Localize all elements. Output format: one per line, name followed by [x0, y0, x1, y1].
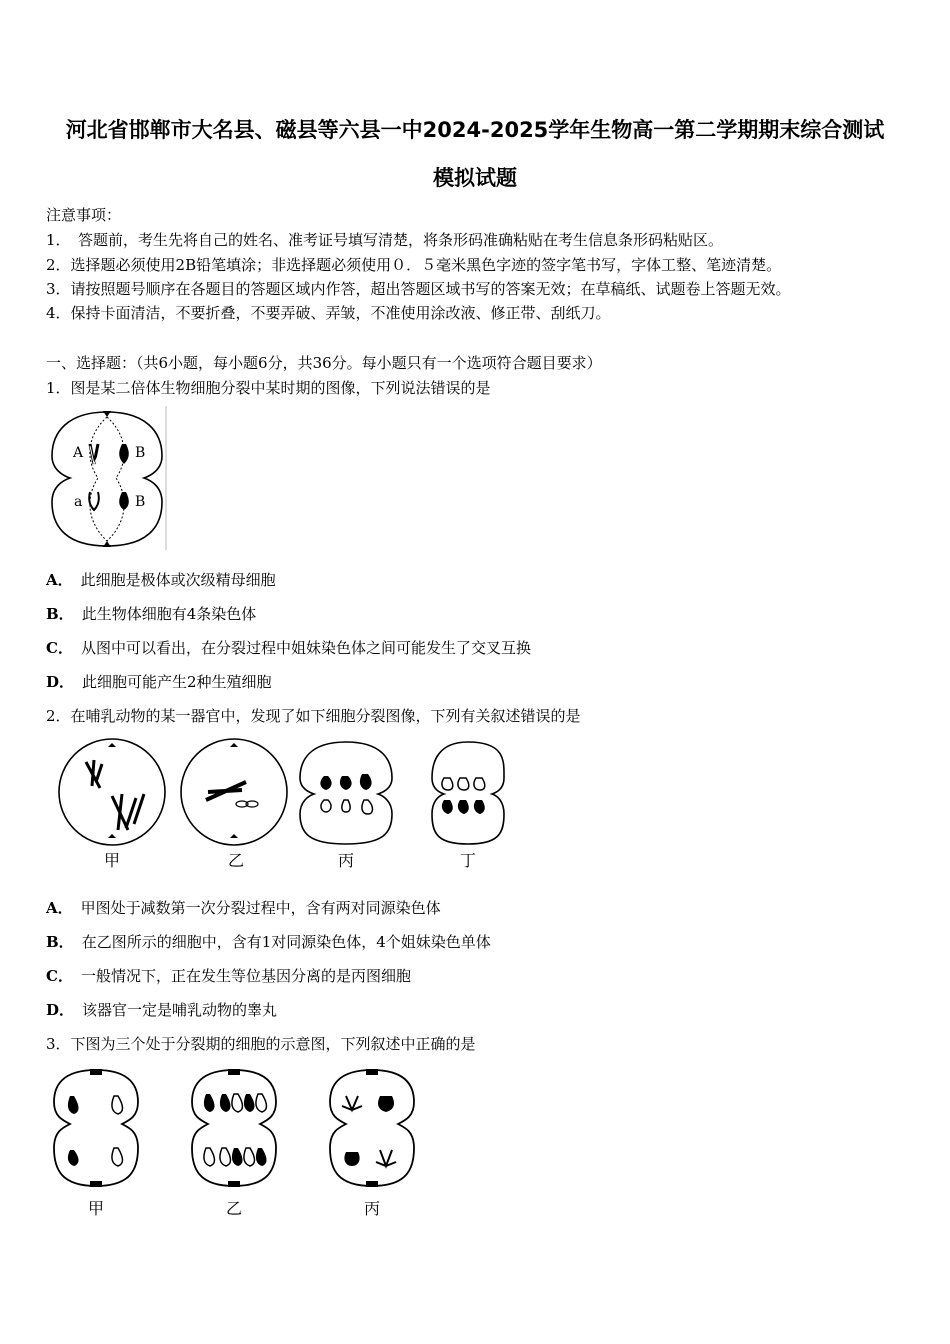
question-1-option-d[interactable] — [46, 671, 272, 692]
figure-label: 甲 — [88, 1199, 105, 1218]
option-key: C． — [46, 967, 73, 985]
question-3-stem: 3．下图为三个处于分裂期的细胞的示意图，下列叙述中正确的是 — [46, 1035, 476, 1053]
question-1-stem: 1．图是某二倍体生物细胞分裂中某时期的图像，下列说法错误的是 — [46, 379, 491, 397]
notice-item: 3．请按照题号顺序在各题目的答题区域内作答，超出答题区域书写的答案无效；在草稿纸、试题卷上答题无效。 — [46, 280, 791, 298]
question-2-stem: 2．在哺乳动物的某一器官中，发现了如下细胞分裂图像，下列有关叙述错误的是 — [46, 707, 581, 725]
figure-label: 乙 — [226, 1199, 243, 1218]
doc-title-line1: 河北省邯郸市大名县、磁县等六县一中2024-2025学年生物高一第二学期期末综合测试 — [65, 118, 885, 142]
question-2-option-a[interactable] — [46, 897, 441, 918]
question-1-option-c[interactable] — [46, 637, 531, 658]
question-1-figure — [46, 406, 168, 550]
question-3-figure — [50, 1066, 420, 1222]
option-key: D． — [46, 673, 75, 691]
question-2-figure — [56, 738, 506, 874]
option-key: D． — [46, 1001, 75, 1019]
question-1-option-a[interactable] — [46, 569, 276, 590]
figure-label: a — [74, 494, 83, 510]
option-text: 该器官一定是哺乳动物的睾丸 — [82, 1001, 278, 1019]
option-text: 此细胞是极体或次级精母细胞 — [80, 571, 276, 589]
option-key: A． — [46, 571, 73, 589]
option-text: 此生物体细胞有4条染色体 — [81, 605, 257, 623]
notice-item: 1． 答题前，考生先将自己的姓名、准考证号填写清楚，将条形码准确粘贴在考生信息条形码粘贴区。 — [46, 231, 724, 249]
option-key: B． — [46, 605, 74, 623]
figure-label: 丙 — [364, 1199, 381, 1218]
option-text: 一般情况下，正在发生等位基因分离的是丙图细胞 — [80, 967, 411, 985]
question-1-option-b[interactable] — [46, 603, 256, 624]
figure-label: 乙 — [228, 851, 245, 870]
option-text: 此细胞可能产生2种生殖细胞 — [82, 673, 272, 691]
option-key: A． — [46, 899, 73, 917]
option-key: C． — [46, 639, 73, 657]
figure-label: 丁 — [460, 851, 477, 870]
figure-label: B — [135, 494, 146, 510]
question-2-option-d[interactable] — [46, 999, 277, 1020]
doc-title-line2: 模拟试题 — [433, 166, 517, 190]
figure-label: B — [135, 445, 146, 461]
figure-label: A — [73, 445, 84, 461]
figure-label: 甲 — [104, 851, 121, 870]
option-text: 在乙图所示的细胞中，含有1对同源染色体，4个姐妹染色单体 — [81, 933, 491, 951]
notice-item: 4．保持卡面清洁，不要折叠，不要弄破、弄皱，不准使用涂改液、修正带、刮纸刀。 — [46, 304, 611, 322]
question-2-option-b[interactable] — [46, 931, 491, 952]
question-2-option-c[interactable] — [46, 965, 411, 986]
section-heading: 一、选择题：（共6小题，每小题6分，共36分。每小题只有一个选项符合题目要求） — [46, 354, 602, 372]
figure-label: 丙 — [338, 851, 355, 870]
option-text: 甲图处于减数第一次分裂过程中，含有两对同源染色体 — [80, 899, 441, 917]
option-key: B． — [46, 933, 74, 951]
notice-item: 2．选择题必须使用2B铅笔填涂；非选择题必须使用０．５毫米黑色字迹的签字笔书写，字体工整、笔迹清楚。 — [46, 256, 782, 274]
notice-heading: 注意事项： — [46, 206, 122, 224]
option-text: 从图中可以看出，在分裂过程中姐妹染色体之间可能发生了交叉互换 — [80, 639, 531, 657]
